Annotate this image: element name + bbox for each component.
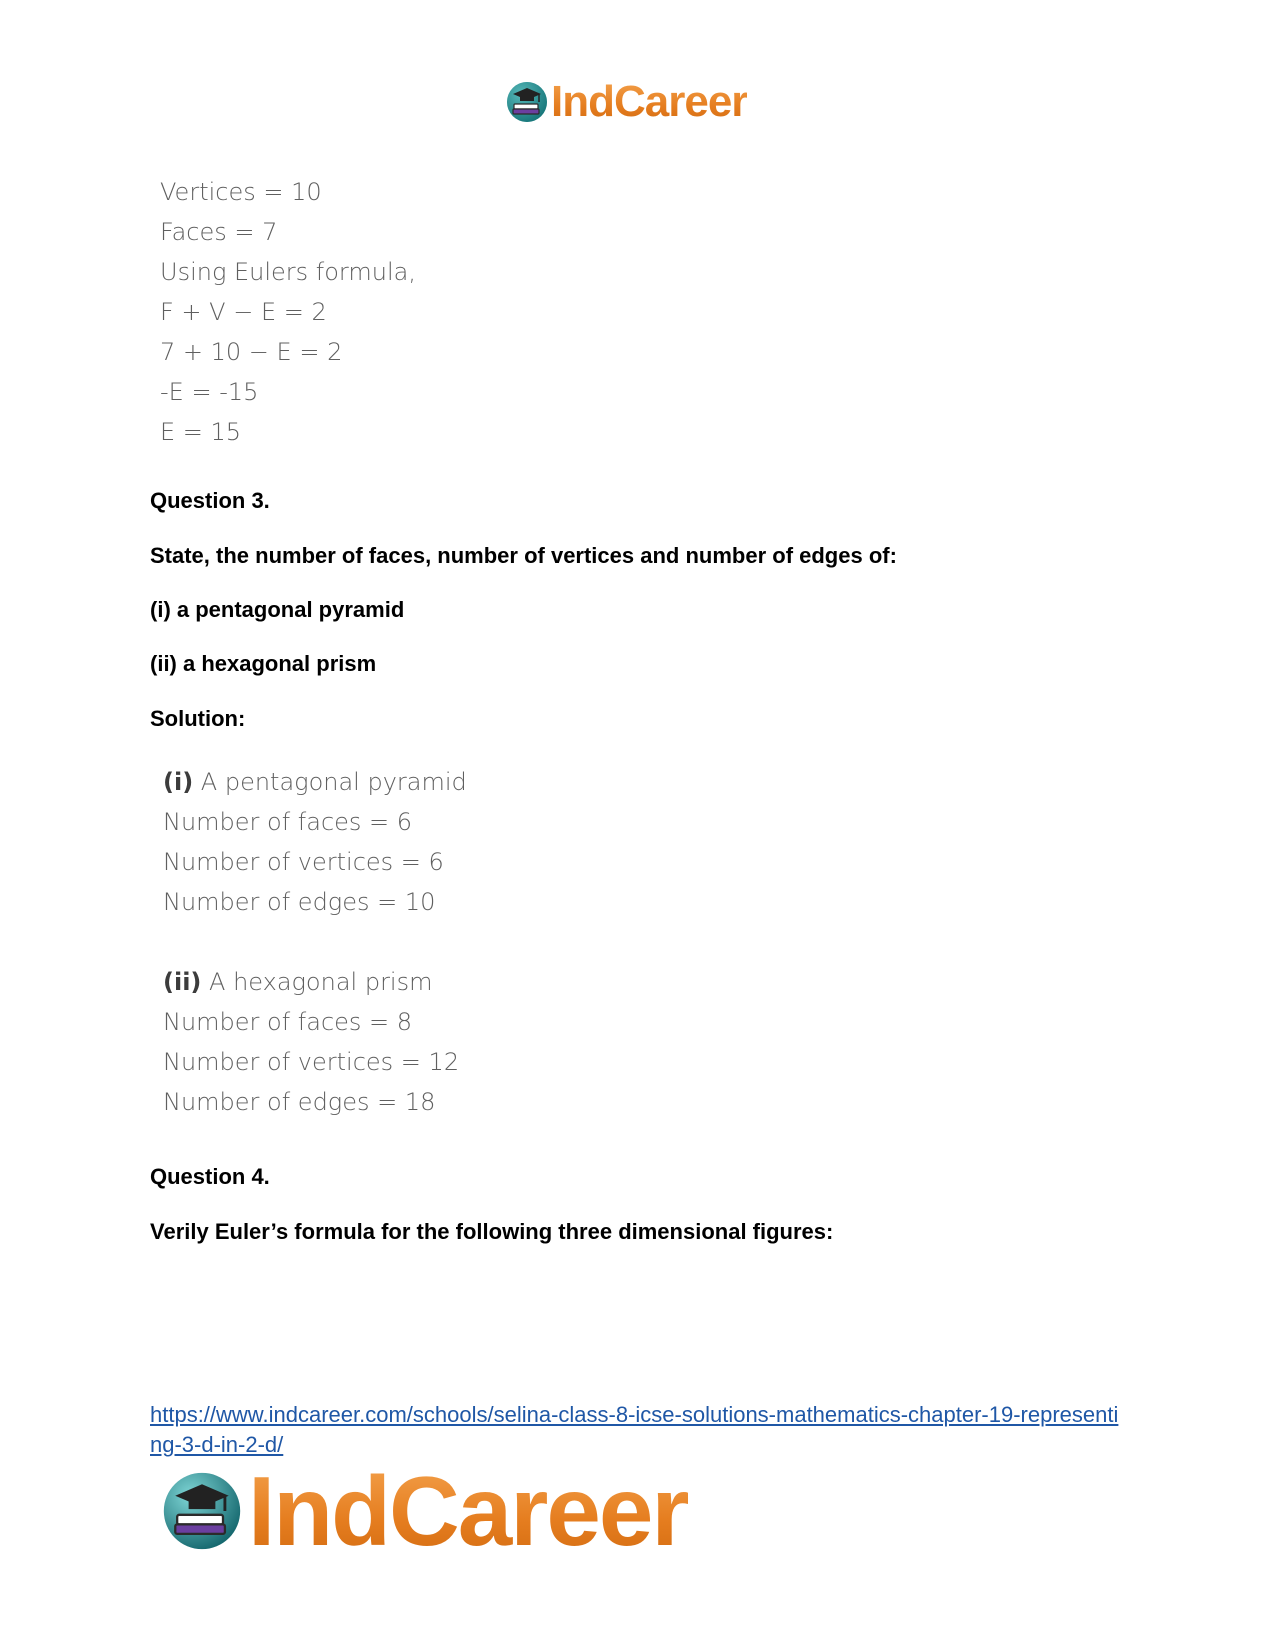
question-3-part-ii: (ii) a hexagonal prism — [150, 651, 377, 676]
solution-line: Faces = 7 — [160, 218, 278, 246]
question-3-heading: Question 3. — [150, 488, 270, 513]
part-i-edges: Number of edges = 10 — [163, 888, 436, 916]
question-4-heading: Question 4. — [150, 1164, 270, 1189]
graduation-cap-books-icon — [505, 80, 549, 124]
solution-line: Vertices = 10 — [160, 178, 322, 206]
question-3-prompt: State, the number of faces, number of vertices and number of edges of: — [150, 543, 897, 568]
part-ii-title-text: A hexagonal prism — [201, 968, 433, 996]
question-3-part-i: (i) a pentagonal pyramid — [150, 597, 405, 622]
solution-line: Using Eulers formula, — [160, 258, 416, 286]
part-ii-title — [163, 968, 432, 996]
part-ii-edges: Number of edges = 18 — [163, 1088, 436, 1116]
part-i-vertices: Number of vertices = 6 — [163, 848, 444, 876]
part-ii-vertices: Number of vertices = 12 — [163, 1048, 460, 1076]
solution-q2-block — [160, 178, 560, 468]
part-i-marker: (i) — [163, 768, 194, 796]
logo-wordmark: IndCareer — [248, 1456, 688, 1566]
solution-line: E = 15 — [160, 418, 242, 446]
header-logo — [505, 77, 748, 126]
source-url-link[interactable]: https://www.indcareer.com/schools/selina-class-8-icse-solutions-mathematics-chapter-19-representing-3-d-in-2-d/ — [150, 1402, 1119, 1457]
solution-line: 7 + 10 − E = 2 — [160, 338, 343, 366]
part-i-faces: Number of faces = 6 — [163, 808, 413, 836]
part-ii-faces: Number of faces = 8 — [163, 1008, 413, 1036]
graduation-cap-books-icon — [160, 1469, 244, 1553]
footer-logo — [160, 1456, 688, 1566]
logo-wordmark: IndCareer — [551, 77, 748, 126]
part-i-title-text: A pentagonal pyramid — [193, 768, 467, 796]
solution-line: -E = -15 — [160, 378, 259, 406]
solution-q3-block — [163, 768, 613, 1128]
part-ii-marker: (ii) — [163, 968, 202, 996]
question-4-prompt: Verily Euler’s formula for the following three dimensional figures: — [150, 1219, 834, 1244]
solution-label: Solution: — [150, 706, 246, 731]
part-i-title — [163, 768, 467, 796]
solution-line: F + V − E = 2 — [160, 298, 327, 326]
